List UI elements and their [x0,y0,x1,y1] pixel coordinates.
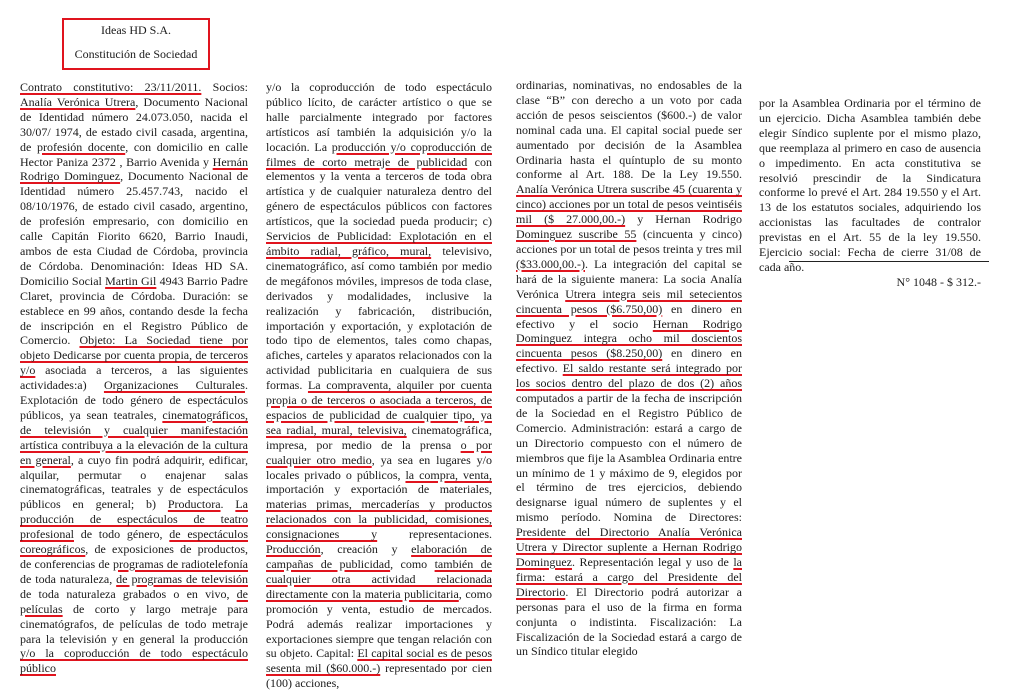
underlined-text: elaboración de campañas de publicidad [266,542,493,571]
body-text: , ya sea en lugares y/o locales privado o públicos, [266,452,492,482]
body-text: importación y exportación de materiales, [266,482,492,497]
body-text: , a cuyo fin podrá adquirir, edificar, alquilar, permutar o enajenar salas cinematográficas, teatrales y de espectáculos públicos en general; b) [20,452,249,512]
body-text: Socios: [201,80,248,94]
underlined-text: Hernan Rodrigo Dominguez integra ocho mil doscientos cincuenta pesos ($8.250,00) [516,316,742,361]
column-paragraph [516,78,742,659]
body-text: . Representación legal y uso de [572,555,734,569]
underlined-text: ($33.000,00.-) [516,256,585,271]
underlined-text: y/o la coproducción de todo espectáculo público [20,646,248,676]
body-text: . La integración del capital se hará de la siguiente manera: La socia Analía Verónica [516,256,742,301]
end-rule [789,261,989,262]
underlined-text: también de cualquier otra actividad relacionada directamente con la materia publicitaria [266,557,492,601]
body-text: con elementos y la venta a terceros de toda obra artística y de cualquier naturaleza dentro del género de espectáculos públicos con factores artísticos, que la sociedad pueda producir; c) [266,154,493,229]
body-text: cinematográfica, impresa, por medio de la prensa [266,422,492,452]
underlined-text: La producción de espectáculos de teatro profesional [20,497,248,542]
body-text: en dinero en efectivo y el socio [516,301,742,331]
body-text: representado por cien (100) acciones, [266,661,492,691]
body-text: , con domicilio en calle Hector Paniza 2372 , Barrio Avenida y [20,139,249,169]
body-text: , como promoción y venta, estudio de mercados. Podrá además realizar importaciones y exportaciones siempre que tengan relación con su objeto. Capital: [266,586,492,661]
body-text: de toda naturaleza, [20,571,117,586]
underlined-text: Organizaciones Culturales [103,378,245,393]
text-column-3 [516,78,742,659]
body-text: . El Directorio podrá autorizar a personas para el uso de la firma en forma conjunta o indistinta. Fiscalización: La Fiscalización de la Sociedad estará a cargo de un Síndico titular elegido [516,584,742,659]
underlined-text: o por cualquier otro medio [266,437,493,467]
body-text: por la Asamblea Ordinaria por el término de un ejercicio. Dicha Asamblea también debe elegir Síndico suplente por el mismo plazo, que reemplaza al primero en caso de ausencia o impedimento. En acta constitutiva se resolvió prescindir de la Sindicatura conforme lo prevé el Art. 284 19.550 y el Art. 13 de los estatutos sociales, adquiriendo los accionistas las facultades de contralor previstas en el Art. 55 de la ley 19.550. Ejercicio social: Fecha de cierre 31/08 de cada año. [759,96,981,274]
document-type: Constitución de Sociedad [74,47,198,61]
column-paragraph [759,96,981,275]
underlined-text: Producción [266,542,321,557]
body-text: . Explotación de todo género de espectáculos públicos, ya sean teatrales, [20,378,248,422]
body-text: , Documento Nacional de Identidad número 24.073.050, nacida el 30/07/ 1974, de estado civil casada, argentina, de [20,94,248,154]
body-text: , de exposiciones de productos, de conferencias de [20,542,248,571]
body-text: . [220,497,236,512]
underlined-text: producción y/o coproducción de filmes de corto metraje de publicidad [266,139,492,169]
underlined-text: Analía Verónica Utrera [20,94,136,109]
underlined-text: Martin Gil [105,273,157,288]
text-column-2 [266,80,492,691]
underlined-text: Contrato constitutivo: 23/11/2011. [20,80,202,94]
underlined-text: cinematográficos, de televisión y cualquier manifestación artística contribuya a la elevación de la cultura en general [20,407,248,467]
underlined-text: la firma: estará a cargo del Presidente del Directorio [516,555,742,599]
underlined-text: Dominguez suscribe 55 [516,227,637,242]
underlined-text: La compraventa, alquiler por cuenta propia o de terceros o asociada a terceros, de espacios de publicidad de cualquier tipo, ya sea radial, mural, televisiva, [266,378,492,437]
title-box [62,18,210,70]
publication-note: N° 1048 - $ 312.- [896,274,981,289]
body-text: y Hernan Rodrigo [625,212,742,227]
body-text: ordinarias, nominativas, no endosables de la clase “B” con derecho a un voto por cada acción de pesos seiscientos ($600.-) de valor nominal cada una. El capital social puede ser aumentado por decisión de la Asamblea Ordinaria hasta el quíntuplo de su monto conforme al Art. 188. De la Ley 19.550. [516,78,742,182]
underlined-text: Productora [167,497,221,512]
body-text: asociada a terceros, a las siguientes actividades:a) [20,363,248,393]
underlined-text: profesión docente [36,139,126,154]
body-text: 4943 Barrio Padre Claret, provincia de Córdoba. Duración: se establece en 99 años, contando desde la fecha de inscripción en el Registro Público de Comercio. [20,273,249,348]
underlined-text: Objeto: La Sociedad tiene por objeto Dedicarse por cuenta propia, de terceros y/o [20,333,248,378]
body-text: , creación y [320,542,412,557]
underlined-text: de programas de televisión [116,571,248,586]
body-text: de corto y largo metraje para cinematógrafos, de películas de todo metraje para la televisión y en general la producción [20,601,248,646]
underlined-text: Utrera integra seis mil setecientos cincuenta pesos ($6.750,00) [516,286,742,316]
underlined-text: Hernán Rodrigo Dominguez [20,154,248,184]
body-text: , como [390,557,435,571]
column-paragraph [266,80,492,691]
underlined-text: Presidente del Directorio Analía Verónica Utrera y Director suplente a Hernan Rodrigo Dominguez [516,525,742,569]
body-text: y/o la coproducción de todo espectáculo público lícito, de carácter artístico o que se halle parcialmente integrado por factores artísticos así también la adquisición y/o la locación. La [266,80,492,154]
body-text: (cincuenta y cinco) acciones por un total de pesos treinta y tres mil [516,227,742,256]
body-text: , Documento Nacional de Identidad número 25.457.743, nacido el 08/10/1976, de estado civil casado, argentino, de profesión empresario, con domicilio en calle Capitán Fiorito 6620, Barrio Inaudi, ambos de esta Ciudad de Córdoba, provincia de Córdoba. Denominación: Ideas HD SA. Domicilio Social [20,169,249,288]
underlined-text: El capital social es de pesos sesenta mil ($60.000.-) [266,646,493,676]
underlined-text: El saldo restante será integrado por los socios dentro del plazo de dos (2) años [516,361,742,391]
text-column-1 [20,80,248,676]
body-text: televisivo, cinematográfico, así como también por medio de megáfonos móviles, impresos de toda clase, derivados y modalidades, inclusive la realización y fabricación, distribución, importación y exportación, y explotación de todo tipo de elementos, tales como chapas, afiches, carteles y aparatos relacionados con la actividad publicitaria en cualquiera de sus formas. [266,243,492,393]
body-text: de todo género, [73,527,170,542]
underlined-text: de espectáculos coreográficos [20,527,248,557]
underlined-text: de películas [20,586,248,616]
underlined-text: Analía Verónica Utrera suscribe 45 (cuarenta y cinco) acciones por un total de pesos veintiséis mil ($ 27.000,00.-) [516,182,742,227]
body-text: de toda naturaleza grabados o en vivo, [20,586,237,601]
body-text: en dinero en efectivo. [516,346,742,376]
body-text: computados a partir de la fecha de inscripción de la Sociedad en el Registro Público de Comercio. Administración: estará a cargo de un Directorio compuesto con el número de miembros que fije la Asamblea Ordinaria entre un mínimo de 1 y máximo de 9, elegidos por el término de tres ejercicios, debiendo designarse igual número de suplentes y el mismo período. Nomina de Directores: [516,391,742,525]
underlined-text: materias primas, mercaderías y productos relacionados con la publicidad, comisiones, consignaciones y [266,497,492,542]
column-paragraph [20,80,248,676]
underlined-text: Servicios de Publicidad: Explotación en el ámbito radial, gráfico, mural, [266,229,492,258]
body-text: representaciones. [377,527,492,542]
underlined-text: programas de radiotelefonía [112,557,249,571]
underlined-text: la compra, venta, [405,467,492,482]
company-name: Ideas HD S.A. [101,23,171,37]
